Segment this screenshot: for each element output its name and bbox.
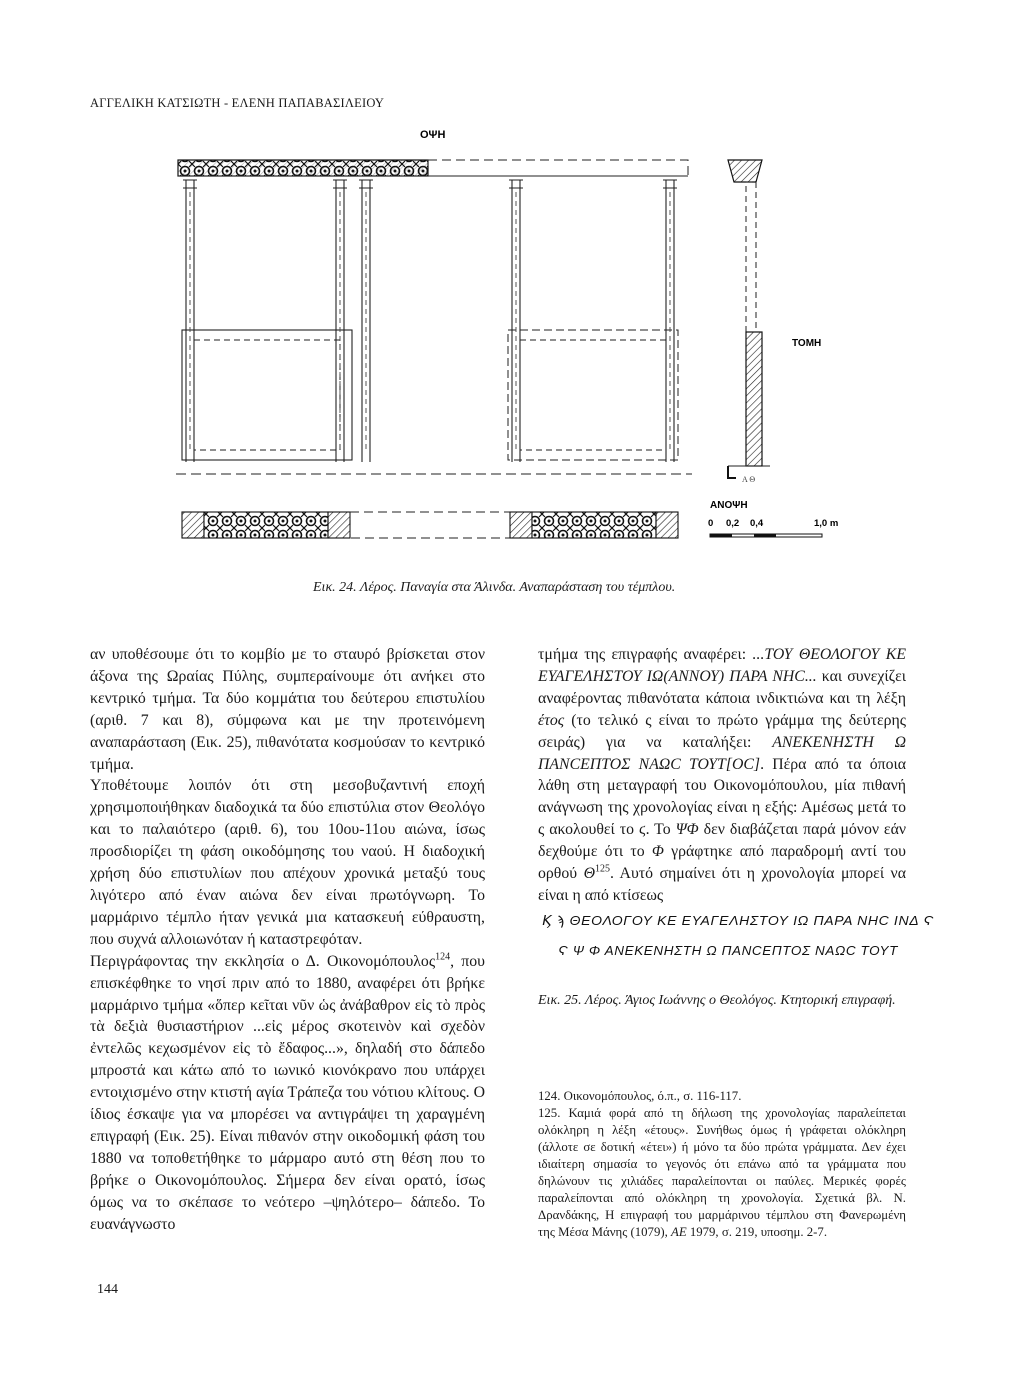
figure-inscription	[540, 905, 940, 965]
left-column	[90, 644, 485, 1235]
text-run: 1979, σ. 219, υποσημ. 2-7.	[686, 1225, 828, 1239]
page-number: 144	[97, 1282, 118, 1297]
text-italic: ΑΕ	[671, 1225, 687, 1239]
paragraph: Υποθέτουμε λοιπόν ότι στη μεσοβυζαντινή εποχή χρησιμοποιήθηκαν διαδοχικά τα δύο επιστύλια στον Θεολόγο και το παλαιότερο (αριθ. 6), του 10ου-11ου αιώνα, ίσως προσδιορίζει τη φάση οικοδόμησης του ναού. Η διαδοχική χρήση δύο επιστυλίων που απέχουν χρονικά μεταξύ τους λιγότερο από έναν αιώνα δεν είναι πρωτόγνωρη. Το μαρμάρινο τέμπλο ήταν γενικά μια κατασκευή εύθραυστη, που συχνά αλλοιωνόταν ή καταστρεφόταν.	[90, 777, 485, 948]
scale-label-02: 0,2	[726, 518, 740, 529]
paragraph: αν υποθέσουμε ότι το κομβίο με το σταυρό βρίσκεται στον άξονα της Ωραίας Πύλης, συμπεραίνουμε ότι ανήκει στο κεντρικό τμήμα. Τα δύο κομμάτια του δεύτερου επιστυλίου (αριθ. 7 και 8), σύμφωνα και με την προτεινόμενη αναπαράσταση (Εικ. 25), πιθανότατα κοσμούσαν το κεντρικό τμήμα.	[90, 646, 485, 773]
plan-label: ΑΝΟΨΗ	[710, 500, 748, 511]
running-head: ΑΓΓΕΛΙΚΗ ΚΑΤΣΙΩΤΗ - ΕΛΕΝΗ ΠΑΠΑΒΑΣΙΛΕΙΟΥ	[90, 96, 385, 110]
text-italic: ΨΦ	[675, 821, 699, 839]
inscription-quote: ...ΤΟΥ ΘΕΟΛΟΓΟΥ ΚΕ ΕΥΑΓΕΛΗΣΤΟΥ ΙΩ(ΑΝΝΟΥ) ΠΑΡΑ ΝΗC...	[538, 646, 906, 685]
inscription-quote: ΑΝΕΚΕΝΗΣΤΗ Ω ΠΑΝCΕΠΤΟΣ ΝΑΩC ΤΟΥΤ[ΟC]	[538, 733, 906, 773]
footnote-124: 124. Οικονομόπουλος, ό.π., σ. 116-117.	[538, 1089, 742, 1103]
section-marker: Α Θ	[742, 475, 756, 484]
text-run: . Αυτό σημαίνει ότι η χρονολογία μπορεί να είναι η από κτίσεως	[538, 865, 906, 904]
text-run: (το τελικό ς είναι το πρώτο γράμμα της δεύτερης σειράς) για να καταλήξει:	[538, 711, 906, 751]
scale-label-1m: 1,0 m	[814, 518, 839, 529]
figure-25-caption: Εικ. 25. Λέρος. Άγιος Ιωάννης ο Θεολόγος. Κτητορική επιγραφή.	[538, 993, 896, 1008]
right-column	[538, 644, 906, 907]
text-italic: Θ	[583, 865, 595, 883]
footnote-125	[538, 1105, 906, 1241]
text-run: τμήμα της επιγραφής αναφέρει:	[538, 646, 753, 663]
paragraph	[538, 644, 906, 907]
text-run: 125. Καμιά φορά από τη δήλωση της χρονολογίας παραλείπεται ολόκληρη η λέξη «έτους». Συνήθως όμως ή γράφεται ολόκληρη (άλλοτε σε δοτική «έτει») ή μόνο τα δύο πρώτα γράμματα. Δεν έχει ιδιαίτερη σημασία το γεγονός ότι επάνω από τα γράμματα που δηλώνουν τις χιλιάδες παραλείπονται οι παύλες. Μερικές φορές παραλείπονται από ολόκληρη τη χρονολογία. Σχετικά βλ. Ν. Δρανδάκης, Η επιγραφή του μαρμάρινου τέμπλου στη Φανερωμένη της Μέσα Μάνης (1079),	[538, 1106, 906, 1239]
inscription-line-1: Ϗ ϡ ΘΕΟΛΟΓΟΥ ΚΕ ΕΥΑΓΕΛΗΣΤΟΥ ΙΩ ΠΑΡΑ ΝΗC ΙΝΔ Ϛ	[542, 913, 935, 928]
text-run: . Πέρα από τα όποια λάθη στη μεταγραφή του Οικονομόπουλου, μία πιθανή ανάγνωση της χρονολογίας είναι η εξής: Αμέσως μετά το ς ακολουθεί το ϛ. Το	[538, 755, 906, 839]
paragraph	[90, 951, 485, 1236]
text-run: γράφτηκε από παραδρομή αντί του ορθού	[538, 843, 906, 883]
footnotes	[538, 1088, 906, 1241]
figure-templon-drawing	[150, 122, 890, 562]
text-run: και συνεχίζει αναφέροντας πιθανότατα κάποια ινδικτιώνα και τη λέξη	[538, 667, 907, 707]
section-label: ΤΟΜΗ	[792, 338, 822, 349]
scale-label-04: 0,4	[750, 518, 764, 529]
text-run: δεν διαβάζεται παρά μόνον εάν δεχθούμε ότι το	[538, 821, 906, 861]
text-italic: Φ	[651, 843, 664, 861]
footnote-ref: 125	[594, 863, 610, 875]
scale-label-0: 0	[708, 518, 714, 529]
inscription-line-2: Ϛ Ψ Φ ΑΝΕΚΕΝΗΣΤΗ Ω ΠΑΝCΕΠΤΟΣ ΝΑΩC ΤΟΥΤ	[558, 943, 899, 958]
scale-bar	[708, 518, 838, 537]
footnote-ref: 124	[435, 951, 451, 963]
text-run: Περιγράφοντας την εκκλησία ο Δ. Οικονομόπουλος	[90, 952, 436, 970]
elevation-label: ΟΨΗ	[420, 129, 446, 141]
text-run: , που επισκέφθηκε το νησί πριν από το 1880, αναφέρει ότι βρήκε μαρμάρινο τμήμα «ὅπερ κεῖται νῦν ὡς ἀνάβαθρον εἰς τὸ πρὸς τὰ δεξιὰ θυσιαστήριον ...εἰς μέρος σκοτεινὸν καὶ σχεδὸν ἐντελῶς κεχωσμένον εἰς τὸ ἔδαφος...», δηλαδή στο δάπεδο μπροστά και κάτω από το ιωνικό κιονόκρανο που υπάρχει εντοιχισμένο στην κτιστή αγία Τράπεζα του νότιου κλίτους. Ο ίδιος έσκαψε για να μπορέσει να αντιγράψει τη χαραγμένη επιγραφή (Εικ. 25). Είναι πιθανόν στην οικοδομική φάση του 1880 να τοποθετήθηκε το μάρμαρο αυτό στη θέση που το βρήκε ο Οικονομόπουλος. Σήμερα δεν είναι ορατό, ίσως όμως να το σκέπασε το νεότερο –ψηλότερο– δάπεδο. Το ευανάγνωστο	[90, 952, 485, 1233]
text-italic: έτος	[538, 711, 565, 729]
figure-24-caption: Εικ. 24. Λέρος. Παναγία στα Άλινδα. Αναπαράσταση του τέμπλου.	[313, 580, 676, 595]
